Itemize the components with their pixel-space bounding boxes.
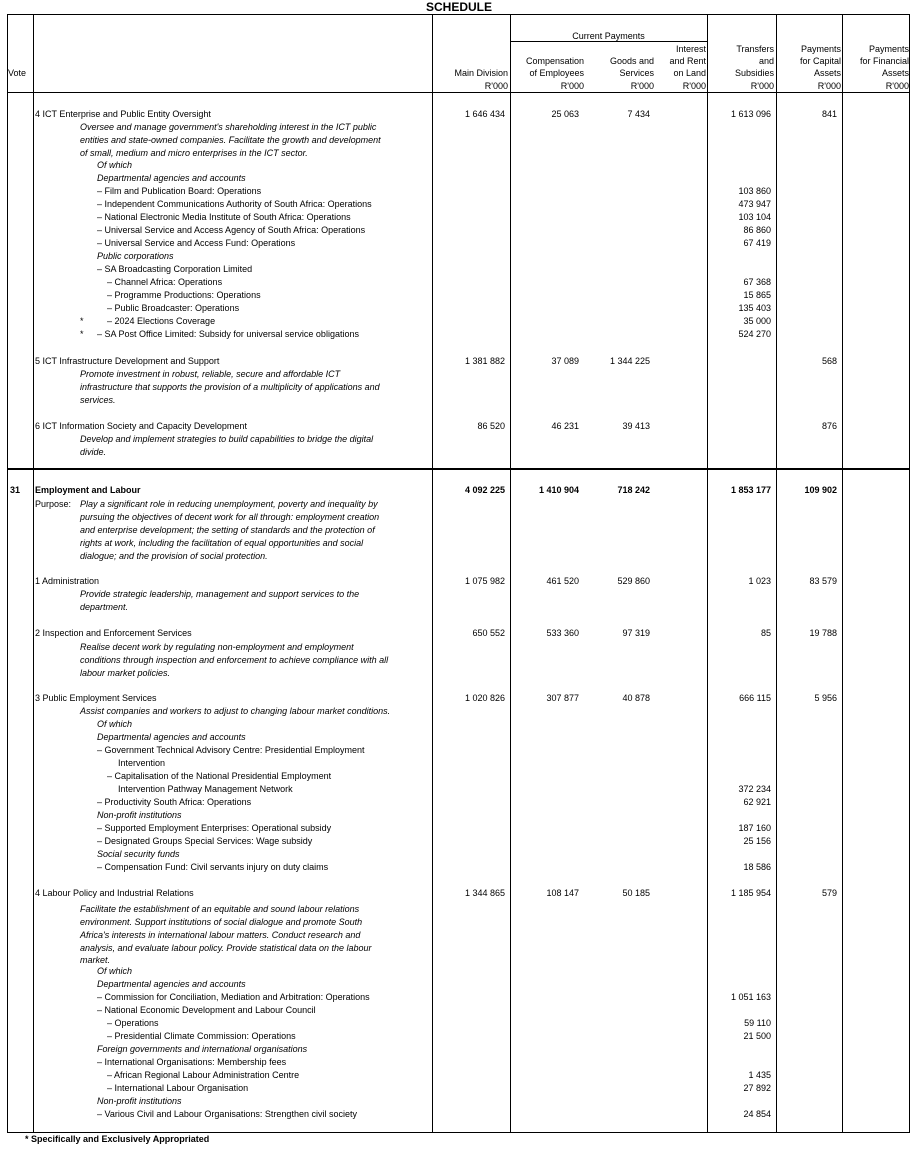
row-description: Intervention [118,758,166,768]
row-description: – African Regional Labour Administration Centre [107,1070,300,1080]
row-description: department. [80,602,129,612]
appropriation-marker: * [80,329,84,339]
table-row [0,1017,918,1030]
header-interest-2: and Rent [669,56,706,66]
cell-goods: 39 413 [622,421,650,431]
table-row [0,420,918,433]
cell-comp: 307 877 [546,693,579,703]
cell-cap: 5 956 [814,693,837,703]
table-row [0,511,918,524]
header-financial-3: Assets [881,68,909,78]
row-description: Play a significant role in reducing unemployment, poverty and inequality by [80,499,378,509]
row-description: – Capitalisation of the National Presidential Employment [107,771,332,781]
row-description: – Supported Employment Enterprises: Operational subsidy [97,823,332,833]
purpose-label: Purpose: [35,499,72,509]
table-row [0,250,918,263]
cell-comp: 533 360 [546,628,579,638]
cell-comp: 1 410 904 [538,485,579,495]
cell-goods: 50 185 [622,888,650,898]
table-row [0,718,918,731]
cell-trans: 103 104 [738,212,771,222]
table-row [0,172,918,185]
row-description: – Productivity South Africa: Operations [97,797,252,807]
row-description: conditions through inspection and enforcement to achieve compliance with all [80,655,389,665]
table-row [0,965,918,978]
header-interest-3: on Land [673,68,706,78]
row-description: analysis, and evaluate labour policy. Provide statistical data on the labour [80,943,372,953]
table-row [0,796,918,809]
cell-main: 86 520 [477,421,505,431]
row-description: infrastructure that supports the provision of a multiplicity of applications and [80,382,380,392]
row-description: – Channel Africa: Operations [107,277,223,287]
row-description: entities and state-owned companies. Facilitate the growth and development [80,135,381,145]
table-row [0,484,918,497]
cell-main: 1 646 434 [464,109,505,119]
table-row [0,848,918,861]
cell-trans: 666 115 [739,693,771,703]
cell-trans: 1 051 163 [730,992,771,1002]
cell-cap: 841 [821,109,837,119]
row-description: and enterprise development; the setting of standards and the protection of [80,525,375,535]
row-description: Social security funds [97,849,180,859]
cell-cap: 579 [821,888,837,898]
table-row [0,575,918,588]
row-description: Employment and Labour [35,485,141,495]
cell-trans: 1 435 [748,1070,771,1080]
cell-goods: 529 860 [617,576,650,586]
row-description: services. [80,395,116,405]
appropriation-marker: * [80,316,84,326]
header-capital-1: Payments [800,44,841,54]
row-description: Promote investment in robust, reliable, secure and affordable ICT [80,369,341,379]
table-row [0,211,918,224]
table-row [0,108,918,121]
table-row [0,550,918,563]
row-description: – Compensation Fund: Civil servants injury on duty claims [97,862,329,872]
table-row [0,433,918,446]
cell-trans: 24 854 [743,1109,771,1119]
header-capital-2: for Capital [799,56,841,66]
row-description: rights at work, including the facilitation of equal opportunities and social [80,538,364,548]
header-goods-1: Goods and [609,56,654,66]
table-row [0,159,918,172]
row-description: pursuing the objectives of decent work for all through: employment creation [80,512,380,522]
table-row [0,315,918,328]
cell-cap: 876 [821,421,837,431]
cell-trans: 372 234 [738,784,771,794]
row-description: – Film and Publication Board: Operations [97,186,262,196]
cell-trans: 1 853 177 [730,485,771,495]
row-description: 4 Labour Policy and Industrial Relations [35,888,194,898]
row-description: – Operations [107,1018,159,1028]
table-row [0,381,918,394]
header-transfers-1: Transfers [736,44,774,54]
header-transfers-3: Subsidies [734,68,774,78]
table-row [0,1030,918,1043]
table-row [0,328,918,341]
row-description: Assist companies and workers to adjust to changing labour market conditions. [80,706,391,716]
row-description: 2 Inspection and Enforcement Services [35,628,192,638]
row-description: – International Organisations: Membership fees [97,1057,287,1067]
table-row [0,355,918,368]
row-description: Departmental agencies and accounts [97,173,246,183]
header-interest-1: Interest [675,44,706,54]
cell-goods: 97 319 [622,628,650,638]
cell-goods: 40 878 [622,693,650,703]
unit-goods: R'000 [630,81,654,91]
row-description: – National Economic Development and Labour Council [97,1005,316,1015]
table-row [0,835,918,848]
table-row [0,276,918,289]
cell-trans: 67 368 [743,277,771,287]
cell-main: 1 075 982 [464,576,505,586]
cell-trans: 473 947 [738,199,771,209]
cell-comp: 37 089 [551,356,579,366]
row-description: Foreign governments and international organisations [97,1044,308,1054]
cell-trans: 187 160 [738,823,771,833]
table-row [0,185,918,198]
row-description: Public corporations [97,251,174,261]
table-row [0,1082,918,1095]
row-description: Non-profit institutions [97,1096,182,1106]
row-description: – Universal Service and Access Agency of South Africa: Operations [97,225,366,235]
unit-main: R'000 [484,81,508,91]
row-description: Africa's interests in international labour matters. Conduct research and [80,930,361,940]
row-description: Oversee and manage government's shareholding interest in the ICT public [80,122,377,132]
table-row [0,263,918,276]
cell-goods: 7 434 [627,109,650,119]
cell-trans: 135 403 [738,303,771,313]
cell-trans: 21 500 [743,1031,771,1041]
table-row [0,1108,918,1121]
table-row [0,1004,918,1017]
row-description: – SA Broadcasting Corporation Limited [97,264,253,274]
unit-compensation: R'000 [560,81,584,91]
vote-number: 31 [10,485,21,495]
header-transfers-2: and [758,56,774,66]
table-row [0,903,918,916]
header-current-payments: Current Payments [572,31,645,41]
table-row [0,498,918,511]
cell-trans: 67 419 [743,238,771,248]
header-financial-2: for Financial [859,56,909,66]
table-row [0,289,918,302]
row-description: – Various Civil and Labour Organisations: Strengthen civil society [97,1109,357,1119]
header-compensation-2: of Employees [529,68,584,78]
table-row [0,1095,918,1108]
row-description: – International Labour Organisation [107,1083,249,1093]
row-description: – SA Post Office Limited: Subsidy for universal service obligations [97,329,359,339]
vote-separator-rule [7,468,910,470]
header-capital-3: Assets [813,68,841,78]
cell-cap: 568 [821,356,837,366]
cell-cap: 83 579 [809,576,837,586]
table-row [0,757,918,770]
cell-trans: 62 921 [743,797,771,807]
header-financial-1: Payments [868,44,909,54]
row-description: 3 Public Employment Services [35,693,157,703]
table-row [0,667,918,680]
row-description: 6 ICT Information Society and Capacity Development [35,421,247,431]
table-row [0,744,918,757]
row-description: Departmental agencies and accounts [97,979,246,989]
row-description: 1 Administration [35,576,100,586]
table-row [0,537,918,550]
table-row [0,1043,918,1056]
table-row [0,446,918,459]
footnote: * Specifically and Exclusively Appropriated [25,1134,210,1144]
cell-main: 1 381 882 [464,356,505,366]
cell-trans: 103 860 [738,186,771,196]
table-row [0,822,918,835]
cell-comp: 46 231 [551,421,579,431]
table-row [0,627,918,640]
cell-trans: 35 000 [743,316,771,326]
unit-transfers: R'000 [750,81,774,91]
cell-trans: 18 586 [743,862,771,872]
cell-trans: 25 156 [743,836,771,846]
row-description: Of which [97,966,133,976]
row-description: – Government Technical Advisory Centre: Presidential Employment [97,745,365,755]
table-row [0,731,918,744]
row-description: – Commission for Conciliation, Mediation and Arbitration: Operations [97,992,370,1002]
cell-trans: 27 892 [743,1083,771,1093]
cell-main: 4 092 225 [464,485,505,495]
cell-comp: 25 063 [551,109,579,119]
table-row [0,237,918,250]
row-description: – Public Broadcaster: Operations [107,303,240,313]
page-title: SCHEDULE [425,0,492,14]
cell-trans: 1 023 [748,576,771,586]
row-description: of small, medium and micro enterprises in the ICT sector. [80,148,308,158]
table-row [0,916,918,929]
row-description: Facilitate the establishment of an equitable and sound labour relations [80,904,360,914]
table-row [0,978,918,991]
cell-goods: 1 344 225 [609,356,650,366]
row-description: – National Electronic Media Institute of South Africa: Operations [97,212,351,222]
cell-trans: 59 110 [744,1018,771,1028]
table-row [0,224,918,237]
row-description: 4 ICT Enterprise and Public Entity Oversight [35,109,211,119]
table-row [0,654,918,667]
table-row [0,1056,918,1069]
header-goods-2: Services [619,68,654,78]
table-row [0,692,918,705]
table-row [0,394,918,407]
table-row [0,524,918,537]
row-description: divide. [80,447,107,457]
table-row [0,198,918,211]
table-row [0,770,918,783]
row-description: Of which [97,719,133,729]
table-row [0,588,918,601]
row-description: 5 ICT Infrastructure Development and Support [35,356,220,366]
row-description: – 2024 Elections Coverage [107,316,216,326]
row-description: – Independent Communications Authority of South Africa: Operations [97,199,372,209]
cell-main: 650 552 [472,628,505,638]
header-main-division: Main Division [454,68,508,78]
table-row [0,783,918,796]
cell-trans: 524 270 [738,329,771,339]
header-rule [7,92,910,93]
table-row [0,601,918,614]
row-description: Intervention Pathway Management Network [118,784,293,794]
cell-cap: 19 788 [809,628,837,638]
row-description: – Universal Service and Access Fund: Operations [97,238,296,248]
row-description: Realise decent work by regulating non-employment and employment [80,642,354,652]
cell-goods: 718 242 [617,485,650,495]
row-description: Develop and implement strategies to build capabilities to bridge the digital [80,434,374,444]
row-description: labour market policies. [80,668,171,678]
table-row [0,991,918,1004]
table-row [0,887,918,900]
row-description: Provide strategic leadership, management and support services to the [80,589,360,599]
cell-main: 1 020 826 [464,693,505,703]
table-row [0,368,918,381]
cell-trans: 1 185 954 [730,888,771,898]
row-description: – Presidential Climate Commission: Operations [107,1031,296,1041]
cell-comp: 108 147 [546,888,579,898]
row-description: environment. Support institutions of social dialogue and promote South [80,917,363,927]
cell-trans: 1 613 096 [730,109,771,119]
cell-trans: 85 [760,628,771,638]
row-description: dialogue; and the provision of social protection. [80,551,268,561]
row-description: – Designated Groups Special Services: Wage subsidy [97,836,313,846]
row-description: – Programme Productions: Operations [107,290,261,300]
table-row [0,861,918,874]
unit-financial: R'000 [885,81,909,91]
cell-trans: 86 860 [743,225,771,235]
table-row [0,705,918,718]
table-row [0,302,918,315]
row-description: Departmental agencies and accounts [97,732,246,742]
unit-capital: R'000 [817,81,841,91]
table-row [0,1069,918,1082]
table-row [0,809,918,822]
cell-cap: 109 902 [804,485,837,495]
cell-trans: 15 865 [743,290,771,300]
row-description: Of which [97,160,133,170]
unit-interest: R'000 [682,81,706,91]
row-description: Non-profit institutions [97,810,182,820]
table-row [0,121,918,134]
table-row [0,134,918,147]
cell-comp: 461 520 [546,576,579,586]
table-row [0,929,918,942]
header-vote: Vote [8,68,27,78]
row-description: market. [80,955,111,965]
cell-main: 1 344 865 [464,888,505,898]
table-row [0,641,918,654]
header-compensation-1: Compensation [525,56,584,66]
